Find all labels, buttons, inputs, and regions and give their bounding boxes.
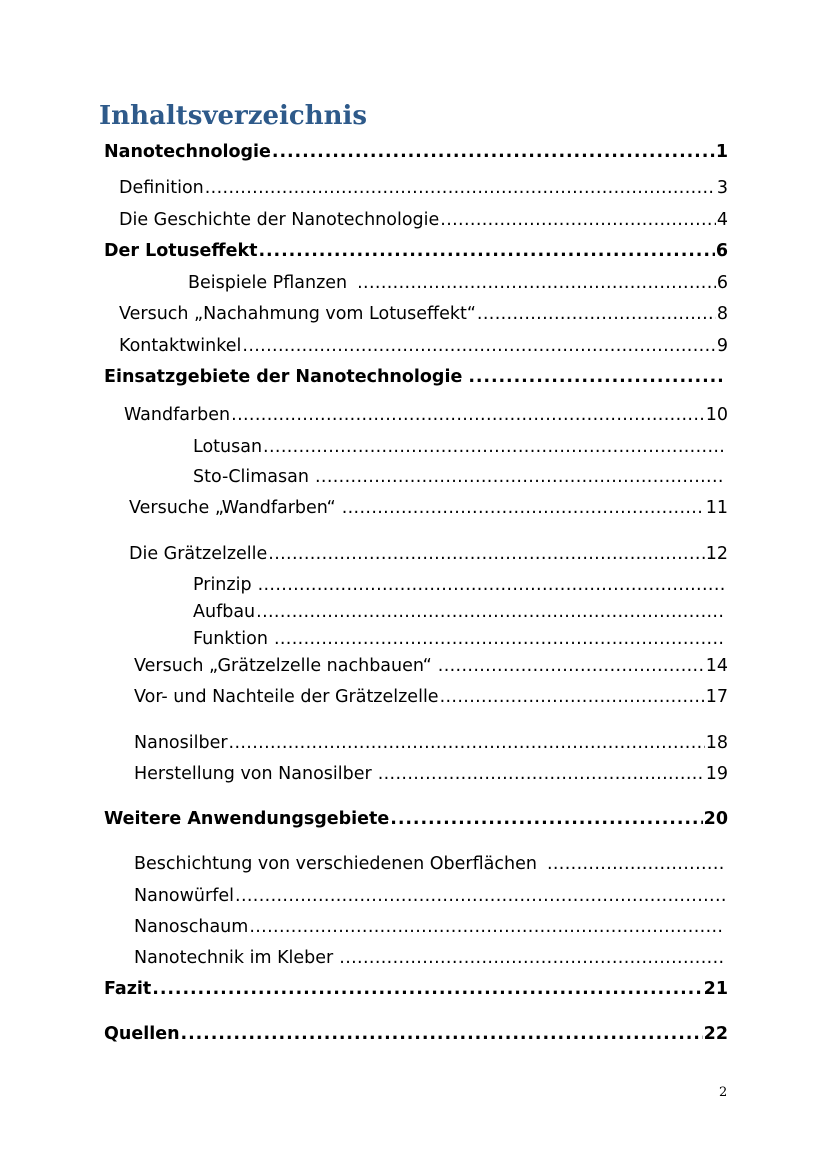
toc-entry-label: Quellen: [104, 1024, 180, 1044]
dot-leader: [242, 335, 715, 357]
toc-entry[interactable]: [119, 335, 728, 357]
dot-leader: [256, 601, 725, 623]
dot-leader: [440, 686, 705, 708]
toc-entry-label: Nanosilber: [134, 733, 228, 753]
toc-entry[interactable]: [193, 436, 726, 458]
dot-leader: [258, 574, 725, 596]
dot-leader: [272, 141, 715, 163]
toc-entry[interactable]: [104, 366, 726, 388]
toc-entry-page: 21: [703, 979, 728, 999]
toc-entry-label: Beschichtung von verschiedenen Oberflächen: [134, 854, 537, 874]
toc-entry[interactable]: [104, 808, 728, 830]
toc-entry[interactable]: [119, 303, 728, 325]
toc-entry-label: Weitere Anwendungsgebiete: [104, 809, 390, 829]
dot-leader: [390, 808, 702, 830]
toc-entry-label: Wandfarben: [124, 405, 231, 425]
toc-entry-page: 18: [705, 733, 728, 753]
toc-entry-page: 12: [705, 544, 728, 564]
toc-entry-label: Versuch „Grätzelzelle nachbauen“: [134, 656, 432, 676]
toc-entry-label: Nanotechnologie: [104, 142, 271, 162]
toc-entry-label: Herstellung von Nanosilber: [134, 764, 372, 784]
toc-entry-label: Der Lotuseffekt: [104, 241, 258, 261]
toc-entry[interactable]: [129, 497, 728, 519]
toc-entry-page: 4: [716, 210, 728, 230]
toc-entry-page: 17: [705, 687, 728, 707]
toc-entry[interactable]: [134, 686, 728, 708]
toc-entry-label: Fazit: [104, 979, 152, 999]
toc-entry[interactable]: [193, 466, 726, 488]
page-title: Inhaltsverzeichnis: [99, 101, 368, 131]
dot-leader: [547, 853, 725, 875]
toc-entry-page: 1: [715, 142, 728, 162]
toc-entry-page: 6: [716, 273, 728, 293]
toc-entry[interactable]: [134, 916, 726, 938]
toc-entry-page: 22: [703, 1024, 728, 1044]
toc-entry[interactable]: [124, 404, 728, 426]
dot-leader: [229, 732, 705, 754]
toc-entry[interactable]: [134, 853, 726, 875]
dot-leader: [440, 209, 716, 231]
toc-entry[interactable]: [193, 628, 726, 650]
dot-leader: [263, 436, 725, 458]
toc-entry-label: Nanowürfel: [134, 886, 235, 906]
toc-entry-page: 19: [705, 764, 728, 784]
toc-entry-label: Die Geschichte der Nanotechnologie: [119, 210, 440, 230]
dot-leader: [378, 763, 705, 785]
dot-leader: [357, 272, 716, 294]
dot-leader: [205, 177, 716, 199]
toc-entry[interactable]: [134, 655, 728, 677]
toc-entry-page: 9: [716, 336, 728, 356]
toc-entry-page: 10: [705, 405, 728, 425]
dot-leader: [231, 404, 705, 426]
toc-entry-label: Einsatzgebiete der Nanotechnologie: [104, 367, 463, 387]
dot-leader: [249, 916, 725, 938]
dot-leader: [274, 628, 725, 650]
toc-entry[interactable]: [129, 543, 728, 565]
toc-entry[interactable]: [104, 141, 728, 163]
toc-entry-label: Kontaktwinkel: [119, 336, 242, 356]
toc-entry[interactable]: [134, 763, 728, 785]
toc-entry-label: Vor- und Nachteile der Grätzelzelle: [134, 687, 439, 707]
toc-entry[interactable]: [134, 732, 728, 754]
toc-entry-label: Funktion: [193, 629, 268, 649]
dot-leader: [235, 885, 725, 907]
toc-entry-page: 20: [703, 809, 728, 829]
toc-entry[interactable]: [104, 240, 728, 262]
dot-leader: [152, 978, 702, 1000]
toc-entry[interactable]: [104, 978, 728, 1000]
dot-leader: [438, 655, 705, 677]
toc-entry-label: Die Grätzelzelle: [129, 544, 268, 564]
dot-leader: [258, 240, 714, 262]
toc-entry-label: Versuche „Wandfarben“: [129, 498, 336, 518]
toc-entry-page: 8: [716, 304, 728, 324]
toc-entry[interactable]: [119, 177, 728, 199]
dot-leader: [315, 466, 725, 488]
toc-entry[interactable]: [193, 601, 726, 623]
toc-entry-label: Aufbau: [193, 602, 256, 622]
toc-entry-page: 6: [715, 241, 728, 261]
toc-entry-label: Versuch „Nachahmung vom Lotuseffekt“: [119, 304, 476, 324]
toc-entry[interactable]: [134, 947, 726, 969]
toc-entry-page: 11: [705, 498, 728, 518]
dot-leader: [339, 947, 725, 969]
toc-entry-label: Definition: [119, 178, 204, 198]
dot-leader: [342, 497, 705, 519]
toc-entry-page: 14: [705, 656, 728, 676]
toc-entry-label: Lotusan: [193, 437, 263, 457]
toc-entry[interactable]: [134, 885, 726, 907]
dot-leader: [268, 543, 704, 565]
toc-entry-label: Beispiele Pflanzen: [188, 273, 348, 293]
toc-entry-page: 3: [716, 178, 728, 198]
toc-entry-label: Prinzip: [193, 575, 252, 595]
toc-entry-label: Sto-Climasan: [193, 467, 309, 487]
dot-leader: [477, 303, 716, 325]
toc-entry[interactable]: [193, 574, 726, 596]
toc-entry[interactable]: [188, 272, 728, 294]
dot-leader: [181, 1023, 703, 1045]
toc-entry-label: Nanoschaum: [134, 917, 249, 937]
toc-entry[interactable]: [104, 1023, 728, 1045]
toc-entry[interactable]: [119, 209, 728, 231]
dot-leader: [468, 366, 725, 388]
toc-entry-label: Nanotechnik im Kleber: [134, 948, 334, 968]
page-number: 2: [719, 1085, 728, 1100]
